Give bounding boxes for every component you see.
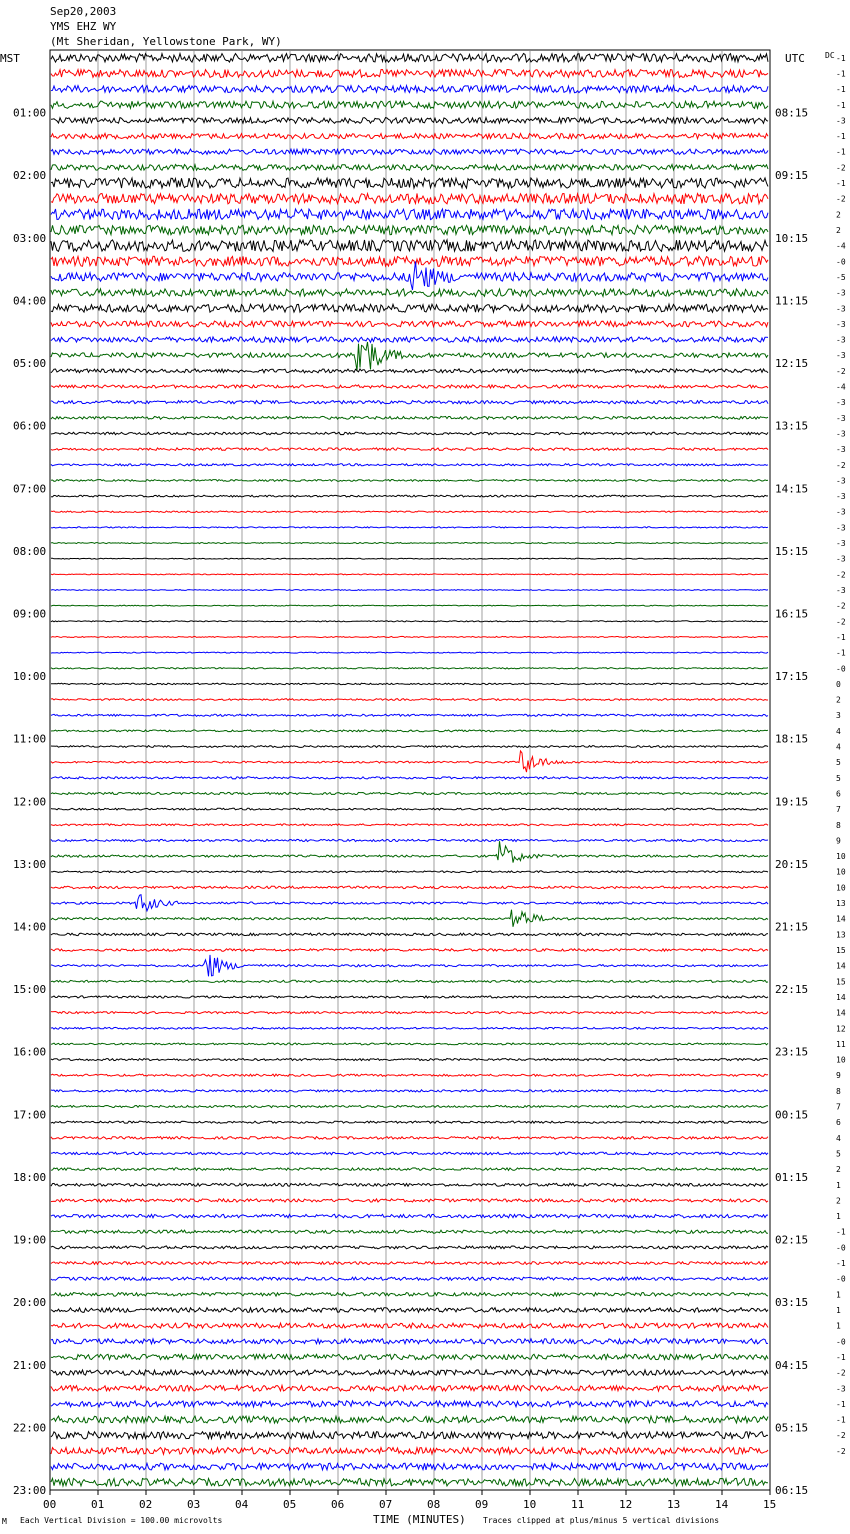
trace-line-25 — [51, 448, 768, 451]
dc-offset-value: -2 — [836, 570, 846, 580]
dc-offset-value: -3 — [836, 492, 846, 502]
trace-line-85 — [51, 1385, 768, 1391]
plot-frame — [50, 50, 770, 1490]
dc-offset-value: -3 — [836, 476, 846, 486]
trace-line-72 — [51, 1183, 768, 1186]
dc-offset-value: -2 — [836, 366, 846, 376]
mst-hour-label: 19:00 — [13, 1233, 47, 1247]
x-tick-label-07: 07 — [379, 1498, 393, 1511]
dc-offset-value: 14 — [836, 914, 846, 924]
trace-line-91 — [51, 1478, 768, 1486]
trace-line-41 — [51, 699, 768, 701]
trace-line-73 — [51, 1199, 768, 1202]
trace-line-63 — [51, 1043, 768, 1045]
mst-hour-label: 06:00 — [13, 419, 47, 433]
x-tick-label-10: 10 — [523, 1498, 537, 1511]
trace-line-90 — [51, 1463, 768, 1470]
mst-hour-labels — [13, 107, 46, 1497]
trace-line-86 — [51, 1401, 768, 1407]
trace-group — [51, 54, 768, 1486]
dc-offset-value: 5 — [836, 758, 841, 768]
dc-offset-value: 2 — [836, 1196, 841, 1206]
trace-line-88 — [51, 1432, 768, 1439]
dc-offset-value: 1 — [836, 1321, 841, 1331]
x-tick-label-00: 00 — [43, 1498, 57, 1511]
dc-offset-value: 2 — [836, 210, 841, 220]
dc-offset-value: -1 — [836, 179, 846, 189]
x-tick-label-13: 13 — [667, 1498, 681, 1511]
dc-offset-value: -2 — [836, 163, 846, 173]
dc-offset-value: -3 — [836, 116, 846, 126]
trace-line-58 — [51, 955, 768, 976]
trace-line-62 — [51, 1027, 768, 1029]
dc-offset-value: -3 — [836, 586, 846, 595]
scale-note: Each Vertical Division = 100.00 microvolts — [20, 1516, 223, 1525]
utc-hour-label: 20:15 — [775, 857, 809, 871]
dc-offset-value: 9 — [836, 836, 841, 846]
dc-offset-value: 6 — [836, 1118, 841, 1128]
dc-offset-value: -4 — [836, 241, 846, 251]
utc-hour-label: 12:15 — [775, 357, 809, 371]
utc-hour-label: 11:15 — [775, 294, 809, 308]
dc-offset-value: -1 — [836, 632, 846, 642]
trace-line-16 — [51, 304, 768, 312]
trace-line-35 — [51, 605, 768, 606]
trace-line-31 — [51, 543, 768, 544]
utc-hour-label: 17:15 — [775, 670, 809, 684]
trace-line-34 — [51, 590, 768, 591]
dc-offset-value: 5 — [836, 773, 841, 783]
trace-line-68 — [51, 1121, 768, 1123]
trace-line-1 — [51, 70, 768, 78]
mst-hour-label: 09:00 — [13, 607, 47, 621]
dc-offset-value: 3 — [836, 711, 841, 721]
utc-hour-label: 06:15 — [775, 1484, 809, 1497]
trace-line-6 — [51, 149, 768, 154]
trace-line-2 — [51, 86, 768, 93]
trace-line-28 — [51, 495, 768, 497]
dc-offset-value: 14 — [836, 1008, 846, 1018]
trace-line-42 — [51, 714, 768, 716]
utc-hour-label: 01:15 — [775, 1170, 809, 1184]
trace-line-78 — [51, 1277, 768, 1280]
trace-line-76 — [51, 1246, 768, 1249]
dc-offset-value: -2 — [836, 617, 846, 627]
dc-offset-value: -5 — [836, 272, 846, 282]
dc-offset-value: -2 — [836, 1431, 846, 1441]
corner-mark: M — [2, 1517, 7, 1526]
dc-offset-value: 10 — [836, 883, 846, 893]
dc-offset-value: -1 — [836, 648, 846, 658]
dc-offset-value: -3 — [836, 351, 846, 361]
mst-hour-label: 17:00 — [13, 1108, 47, 1122]
location-label: (Mt Sheridan, Yellowstone Park, WY) — [50, 35, 282, 48]
x-tick-label-06: 06 — [331, 1498, 345, 1511]
dc-offset-value: -0 — [836, 1274, 846, 1284]
trace-line-80 — [51, 1308, 768, 1313]
trace-line-60 — [51, 996, 768, 998]
dc-offset-value: -1 — [836, 85, 846, 95]
trace-line-77 — [51, 1262, 768, 1265]
dc-offset-value: 7 — [836, 805, 841, 815]
trace-line-37 — [51, 636, 768, 637]
trace-line-71 — [51, 1168, 768, 1171]
mst-hour-label: 03:00 — [13, 231, 47, 245]
utc-hour-label: 19:15 — [775, 795, 809, 809]
dc-offset-value: -3 — [836, 1384, 846, 1394]
trace-line-32 — [51, 558, 768, 559]
trace-line-48 — [51, 808, 768, 810]
trace-line-61 — [51, 1012, 768, 1014]
mst-hour-label: 18:00 — [13, 1170, 47, 1184]
dc-label: DC — [825, 51, 835, 60]
trace-line-7 — [51, 165, 768, 171]
mst-hour-label: 22:00 — [13, 1421, 47, 1435]
trace-line-24 — [51, 432, 768, 435]
dc-offset-value: -0 — [836, 1337, 846, 1347]
utc-hour-label: 13:15 — [775, 419, 809, 433]
trace-line-55 — [51, 910, 768, 927]
dc-offset-value: -1 — [836, 1415, 846, 1425]
dc-offset-value: 1 — [836, 1306, 841, 1315]
dc-offset-value: 15 — [836, 946, 846, 955]
mst-hour-label: 08:00 — [13, 544, 47, 558]
x-axis-ticks — [43, 1490, 776, 1511]
dc-offset-value: -1 — [836, 147, 846, 157]
x-tick-label-12: 12 — [619, 1498, 633, 1511]
dc-offset-value: 14 — [836, 992, 846, 1002]
x-tick-label-15: 15 — [763, 1498, 777, 1511]
trace-line-40 — [51, 683, 768, 684]
utc-hour-label: 09:15 — [775, 169, 809, 183]
x-axis-title: TIME (MINUTES) — [373, 1513, 466, 1526]
dc-offset-value: 1 — [836, 1180, 841, 1190]
dc-offset-value: -3 — [836, 319, 846, 329]
utc-hour-label: 02:15 — [775, 1233, 809, 1247]
dc-offset-value: 6 — [836, 789, 841, 799]
trace-line-17 — [51, 321, 768, 327]
dc-offset-value: -1 — [836, 69, 846, 79]
trace-line-89 — [51, 1447, 768, 1454]
mst-hour-label: 04:00 — [13, 294, 47, 308]
trace-line-9 — [51, 194, 768, 204]
trace-line-67 — [51, 1105, 768, 1107]
dc-offset-value: 1 — [836, 1290, 841, 1300]
trace-line-36 — [51, 621, 768, 622]
mst-axis-label: MST — [0, 52, 20, 65]
trace-line-4 — [51, 118, 768, 124]
dc-offset-value: 2 — [836, 226, 841, 235]
utc-hour-label: 18:15 — [775, 732, 809, 746]
mst-hour-label: 20:00 — [13, 1296, 47, 1310]
trace-line-11 — [51, 225, 768, 234]
dc-offset-value: 0 — [836, 679, 841, 689]
utc-hour-label: 03:15 — [775, 1296, 809, 1310]
trace-line-21 — [51, 385, 768, 388]
dc-offset-value: 2 — [836, 1165, 841, 1175]
trace-line-44 — [51, 746, 768, 748]
x-tick-label-01: 01 — [91, 1498, 105, 1511]
trace-line-50 — [51, 839, 768, 841]
dc-offset-value: 7 — [836, 1102, 841, 1112]
dc-offset-value: -3 — [836, 523, 846, 533]
dc-offset-value: -2 — [836, 601, 846, 611]
trace-line-29 — [51, 511, 768, 513]
trace-line-83 — [51, 1354, 768, 1359]
dc-offset-value: -3 — [836, 304, 846, 314]
dc-offset-value: -0 — [836, 664, 846, 674]
dc-offset-value: 9 — [836, 1071, 841, 1081]
trace-line-52 — [51, 871, 768, 873]
trace-line-23 — [51, 416, 768, 419]
trace-line-18 — [51, 337, 768, 342]
trace-line-39 — [51, 668, 768, 669]
trace-line-13 — [51, 256, 768, 266]
utc-hour-label: 23:15 — [775, 1045, 809, 1059]
trace-line-54 — [51, 895, 768, 911]
trace-line-69 — [51, 1137, 768, 1140]
utc-hour-label: 15:15 — [775, 544, 809, 558]
utc-hour-label: 04:15 — [775, 1358, 809, 1372]
utc-hour-label: 00:15 — [775, 1108, 809, 1122]
mst-hour-label: 23:00 — [13, 1484, 47, 1497]
dc-offset-value: 8 — [836, 820, 841, 830]
mst-hour-label: 15:00 — [13, 983, 47, 997]
trace-line-20 — [51, 369, 768, 373]
dc-offset-value: -3 — [836, 413, 846, 423]
trace-line-57 — [51, 949, 768, 952]
trace-line-47 — [51, 792, 768, 794]
trace-line-38 — [51, 652, 768, 653]
mst-hour-label: 07:00 — [13, 482, 47, 496]
dc-offset-value: -3 — [836, 445, 846, 455]
dc-offset-value: -3 — [836, 554, 846, 564]
mst-hour-label: 10:00 — [13, 670, 47, 684]
date-label: Sep20,2003 — [50, 5, 117, 18]
dc-offset-value: -0 — [836, 257, 846, 267]
dc-offset-value: -3 — [836, 398, 846, 408]
utc-hour-label: 14:15 — [775, 482, 809, 496]
dc-offset-value: 4 — [836, 726, 841, 736]
trace-line-51 — [51, 841, 768, 862]
trace-line-30 — [51, 527, 768, 528]
dc-offset-value: 1 — [836, 1212, 841, 1222]
mst-hour-label: 13:00 — [13, 857, 47, 871]
mst-hour-label: 16:00 — [13, 1045, 47, 1059]
trace-line-10 — [51, 209, 768, 220]
dc-offset-value: -2 — [836, 1368, 846, 1378]
trace-line-82 — [51, 1339, 768, 1344]
trace-line-79 — [51, 1293, 768, 1297]
trace-line-27 — [51, 480, 768, 482]
trace-line-49 — [51, 824, 768, 826]
dc-offset-value: 10 — [836, 852, 846, 862]
x-tick-label-03: 03 — [187, 1498, 201, 1511]
dc-offset-value: -3 — [836, 429, 846, 439]
trace-line-26 — [51, 464, 768, 466]
trace-line-15 — [51, 289, 768, 297]
trace-line-65 — [51, 1074, 768, 1076]
dc-offset-value: -2 — [836, 194, 846, 204]
utc-hour-label: 22:15 — [775, 983, 809, 997]
utc-hour-label: 16:15 — [775, 607, 809, 621]
mst-hour-label: 21:00 — [13, 1358, 47, 1372]
dc-offset-value: -1 — [836, 132, 846, 142]
x-tick-label-11: 11 — [571, 1498, 585, 1511]
dc-offset-value: -3 — [836, 539, 846, 549]
trace-line-8 — [51, 178, 768, 188]
utc-hour-labels — [775, 107, 808, 1497]
dc-offset-value: -1 — [836, 1352, 846, 1362]
trace-line-87 — [51, 1416, 768, 1423]
dc-offset-value: 8 — [836, 1086, 841, 1096]
dc-offset-value: -3 — [836, 335, 846, 345]
x-tick-label-04: 04 — [235, 1498, 249, 1511]
x-tick-label-05: 05 — [283, 1498, 297, 1511]
mst-hour-label: 05:00 — [13, 357, 47, 371]
dc-offset-value: -2 — [836, 460, 846, 470]
trace-line-33 — [51, 574, 768, 575]
utc-hour-label: 21:15 — [775, 920, 809, 934]
dc-offset-value: 13 — [836, 930, 846, 940]
station-label: YMS EHZ WY — [50, 20, 117, 33]
dc-offset-value: 13 — [836, 899, 846, 909]
dc-offset-value: -2 — [836, 1446, 846, 1456]
x-tick-label-08: 08 — [427, 1498, 441, 1511]
trace-line-66 — [51, 1090, 768, 1092]
x-tick-label-14: 14 — [715, 1498, 729, 1511]
trace-line-22 — [51, 401, 768, 404]
dc-offset-labels — [836, 54, 846, 1456]
utc-hour-label: 05:15 — [775, 1421, 809, 1435]
mst-hour-label: 11:00 — [13, 732, 47, 746]
dc-offset-value: -1 — [836, 1259, 846, 1269]
trace-line-3 — [51, 101, 768, 108]
mst-hour-label: 14:00 — [13, 920, 47, 934]
trace-line-75 — [51, 1230, 768, 1233]
dc-offset-value: -0 — [836, 1243, 846, 1253]
trace-line-45 — [51, 751, 768, 772]
dc-offset-value: -4 — [836, 382, 846, 392]
trace-line-53 — [51, 886, 768, 889]
dc-offset-value: -1 — [836, 1399, 846, 1409]
dc-offset-value: -1 — [836, 100, 846, 110]
mst-hour-label: 02:00 — [13, 169, 47, 183]
dc-offset-value: 4 — [836, 1133, 841, 1143]
utc-hour-label: 08:15 — [775, 106, 809, 120]
utc-hour-label: 10:15 — [775, 231, 809, 245]
mst-hour-label: 01:00 — [13, 106, 47, 120]
trace-line-84 — [51, 1370, 768, 1375]
clip-note: Traces clipped at plus/minus 5 vertical divisions — [483, 1516, 720, 1525]
dc-offset-value: 5 — [836, 1149, 841, 1159]
dc-offset-value: 14 — [836, 961, 846, 971]
dc-offset-value: 11 — [836, 1039, 846, 1049]
dc-offset-value: -3 — [836, 507, 846, 517]
trace-line-5 — [51, 133, 768, 138]
trace-line-43 — [51, 730, 768, 732]
trace-line-64 — [51, 1059, 768, 1061]
trace-line-12 — [51, 240, 768, 252]
dc-offset-value: -3 — [836, 288, 846, 298]
dc-offset-value: 15 — [836, 977, 846, 987]
trace-line-19 — [51, 342, 768, 371]
minute-gridlines — [98, 50, 722, 1490]
dc-offset-value: 2 — [836, 695, 841, 705]
trace-line-46 — [51, 777, 768, 779]
trace-line-56 — [51, 933, 768, 936]
x-tick-label-02: 02 — [139, 1498, 153, 1511]
dc-offset-value: 10 — [836, 1055, 846, 1065]
utc-axis-label: UTC — [785, 52, 805, 65]
trace-line-70 — [51, 1152, 768, 1155]
dc-offset-value: 4 — [836, 742, 841, 752]
trace-line-81 — [51, 1323, 768, 1328]
dc-offset-value: 12 — [836, 1024, 846, 1034]
dc-offset-value: 10 — [836, 867, 846, 877]
x-tick-label-09: 09 — [475, 1498, 489, 1511]
dc-offset-value: -1 — [836, 53, 846, 63]
mst-hour-label: 12:00 — [13, 795, 47, 809]
trace-line-0 — [51, 54, 768, 63]
trace-line-74 — [51, 1214, 768, 1218]
dc-offset-value: -1 — [836, 1227, 846, 1237]
trace-line-59 — [51, 980, 768, 982]
